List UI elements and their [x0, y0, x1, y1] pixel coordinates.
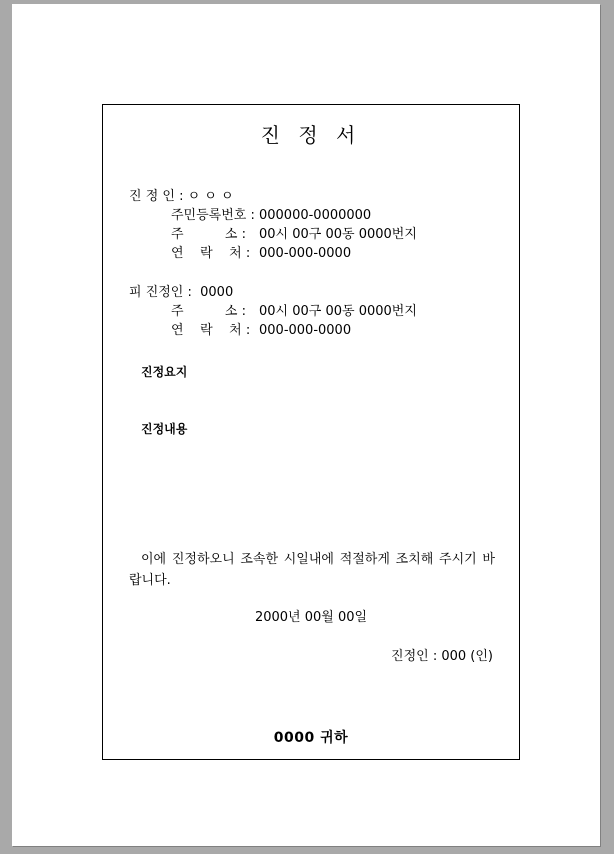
respondent-contact-label: 연 락 처 : [171, 323, 251, 338]
document-date: 2000년 00월 00일 [254, 610, 368, 625]
respondent-heading: 피 진정인 : 0000 [129, 285, 234, 300]
closing-line-2: 랍니다. [129, 573, 171, 588]
petitioner-contact-label: 연 락 처 : [171, 246, 251, 261]
petitioner-heading: 진 정 인 : ㅇ ㅇ ㅇ [129, 189, 234, 204]
respondent-contact: 000-000-0000 [259, 323, 352, 338]
respondent-address: 00시 00구 00동 0000번지 [259, 304, 417, 319]
document-title: 진 정 서 [260, 123, 362, 147]
respondent-address-label: 주 소 : [171, 304, 246, 319]
document-page [12, 4, 600, 846]
closing-line-1: 이에 진정하오니 조속한 시일내에 적절하게 조치해 주시기 바 [141, 552, 495, 567]
document-frame [102, 104, 520, 760]
content-heading: 진정내용 [141, 422, 188, 436]
petitioner-rrn: 주민등록번호 : 000000-0000000 [171, 208, 372, 223]
summary-heading: 진정요지 [141, 365, 188, 379]
addressee: 0000 귀하 [273, 730, 349, 746]
petitioner-address-label: 주 소 : [171, 227, 246, 242]
petitioner-address: 00시 00구 00동 0000번지 [259, 227, 417, 242]
signature-line: 진정인 : 000 (인) [391, 649, 493, 664]
petitioner-contact: 000-000-0000 [259, 246, 352, 261]
